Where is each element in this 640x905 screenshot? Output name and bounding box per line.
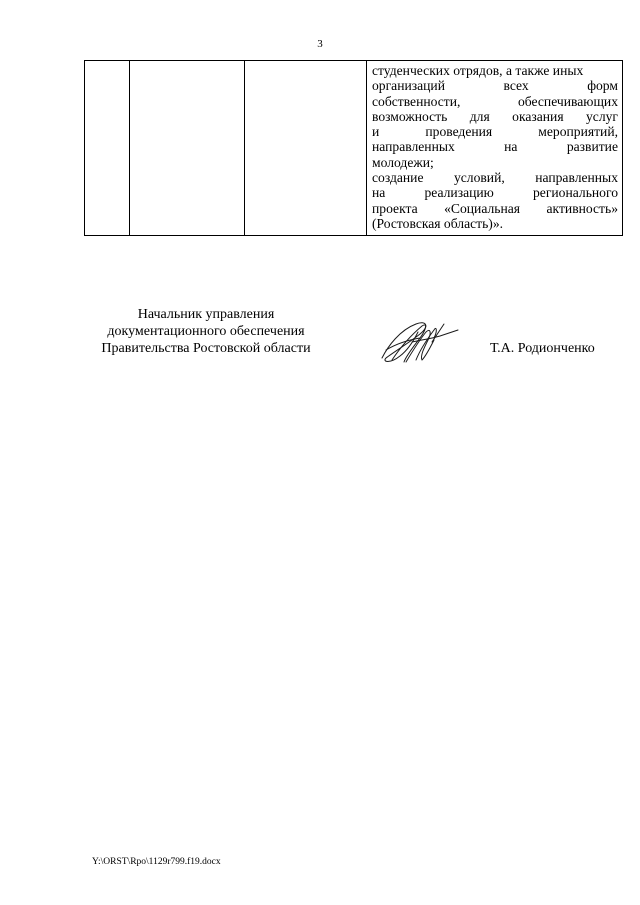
- table-cell-line: возможность для оказания услуг: [372, 108, 618, 124]
- handwritten-signature: [376, 312, 462, 368]
- signer-position-line: документационного обеспечения: [107, 324, 305, 339]
- table-cell-line: собственности, обеспечивающих: [372, 93, 618, 109]
- table-cell-line: проекта «Социальная активность»: [372, 200, 618, 216]
- table-row: [85, 61, 623, 236]
- document-table: [84, 60, 623, 236]
- table-cell-line: и проведения мероприятий,: [372, 124, 618, 140]
- table-cell-number: [85, 61, 130, 236]
- table-cell-line: на реализацию регионального: [372, 185, 618, 201]
- table-cell-name: [130, 61, 245, 236]
- table-cell-executor: [245, 61, 367, 236]
- table-cell-line: (Ростовская область)».: [372, 215, 504, 231]
- signer-position: [82, 306, 330, 357]
- page-number: 3: [317, 38, 323, 50]
- file-path: Y:\ORST\Rpo\1129r799.f19.docx: [92, 857, 221, 867]
- signer-position-line: Правительства Ростовской области: [101, 341, 311, 356]
- table-cell-line: создание условий, направленных: [372, 170, 618, 186]
- table-cell-description: [367, 61, 623, 236]
- table-cell-line: организаций всех форм: [372, 78, 618, 94]
- table-cell-line: молодежи;: [372, 154, 434, 170]
- table-cell-line: студенческих отрядов, а также иных: [372, 63, 584, 78]
- signer-name: Т.А. Родионченко: [490, 341, 595, 356]
- table-cell-line: направленных на развитие: [372, 139, 618, 155]
- signer-position-line: Начальник управления: [137, 307, 275, 322]
